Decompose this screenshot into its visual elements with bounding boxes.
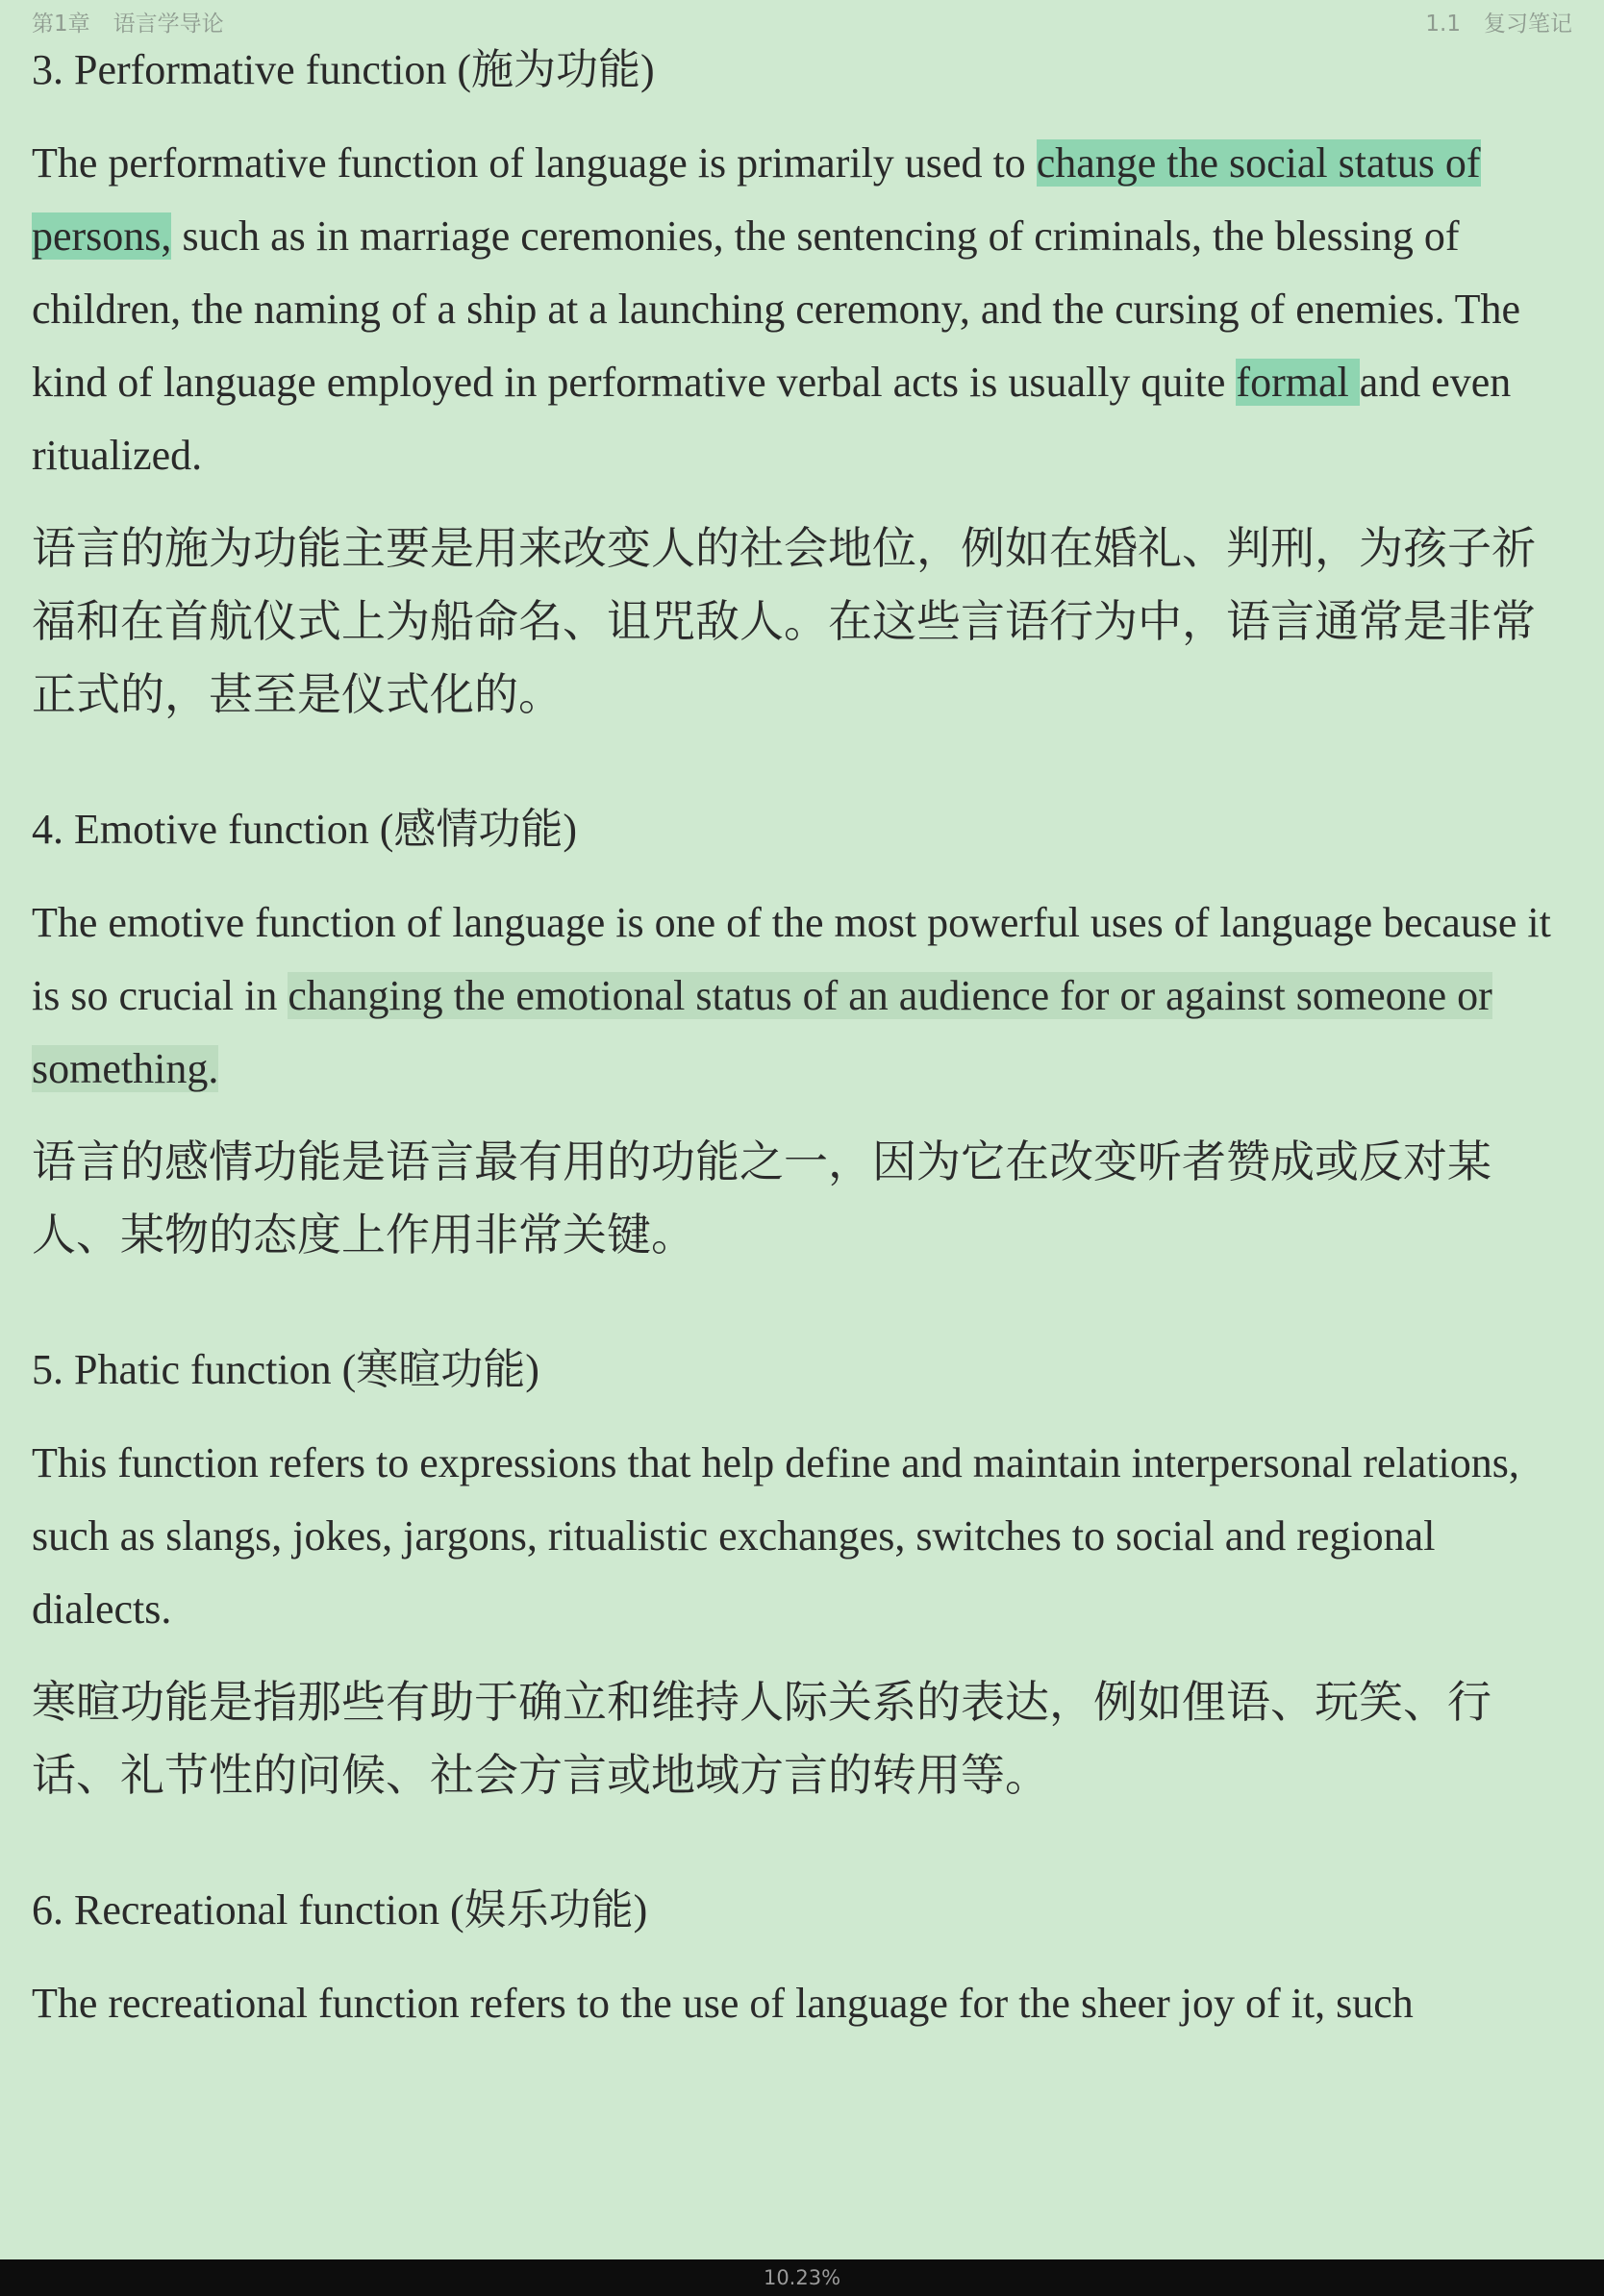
reader-header [0,0,1604,38]
page-content [32,38,1572,2040]
chinese-paragraph: 语言的施为功能主要是用来改变人的社会地位，例如在婚礼、判刑，为孩子祈福和在首航仪式上为船命名、诅咒敌人。在这些言语行为中，语言通常是非常正式的，甚至是仪式化的。 [32,522,1536,720]
chinese-paragraph: 寒暄功能是指那些有助于确立和维持人际关系的表达，例如俚语、玩笑、行话、礼节性的问候、社会方言或地域方言的转用等。 [32,1676,1491,1801]
text-span: The emotive function of language is one of the most powerful uses of language because it is so crucial in [32,899,1551,1019]
section-heading: 3. Performative function (施为功能) [32,46,655,93]
progress-percent: 10.23% [763,2266,841,2289]
chapter-breadcrumb [32,6,224,37]
section-title: 复习笔记 [1484,12,1572,37]
highlight[interactable]: change the social status of persons, [32,139,1481,260]
english-paragraph [32,127,1572,492]
chapter-title: 语言学导论 [113,12,224,37]
text-span: The performative function of language is primarily used to [32,139,1037,187]
chapter-number: 第1章 [32,12,90,37]
text-span: such as in marriage ceremonies, the sentencing of criminals, the blessing of children, the naming of a ship at a launching ceremony, and the cursing of enemies. The kind of language employed in performative verbal acts is usually quite [32,212,1521,406]
english-paragraph: The recreational function refers to the use of language for the sheer joy of it, such [32,1980,1414,2027]
english-paragraph [32,886,1572,1106]
english-paragraph: This function refers to expressions that help define and maintain interpersonal relations, such as slangs, jokes, jargons, ritualistic exchanges, switches to social and regional dialects. [32,1439,1519,1633]
section-heading: 6. Recreational function (娱乐功能) [32,1886,648,1934]
section-breadcrumb [1425,6,1572,37]
section-heading: 5. Phatic function (寒暄功能) [32,1346,539,1393]
chinese-paragraph: 语言的感情功能是语言最有用的功能之一，因为它在改变听者赞成或反对某人、某物的态度上作用非常关键。 [32,1136,1491,1260]
highlight[interactable]: formal [1236,359,1360,406]
text-span: and even ritualized. [32,359,1512,479]
section-number: 1.1 [1425,12,1461,37]
highlight[interactable]: changing the emotional status of an audience for or against someone or something. [32,972,1492,1092]
reading-progress-bar [0,2259,1604,2296]
section-heading: 4. Emotive function (感情功能) [32,806,578,853]
